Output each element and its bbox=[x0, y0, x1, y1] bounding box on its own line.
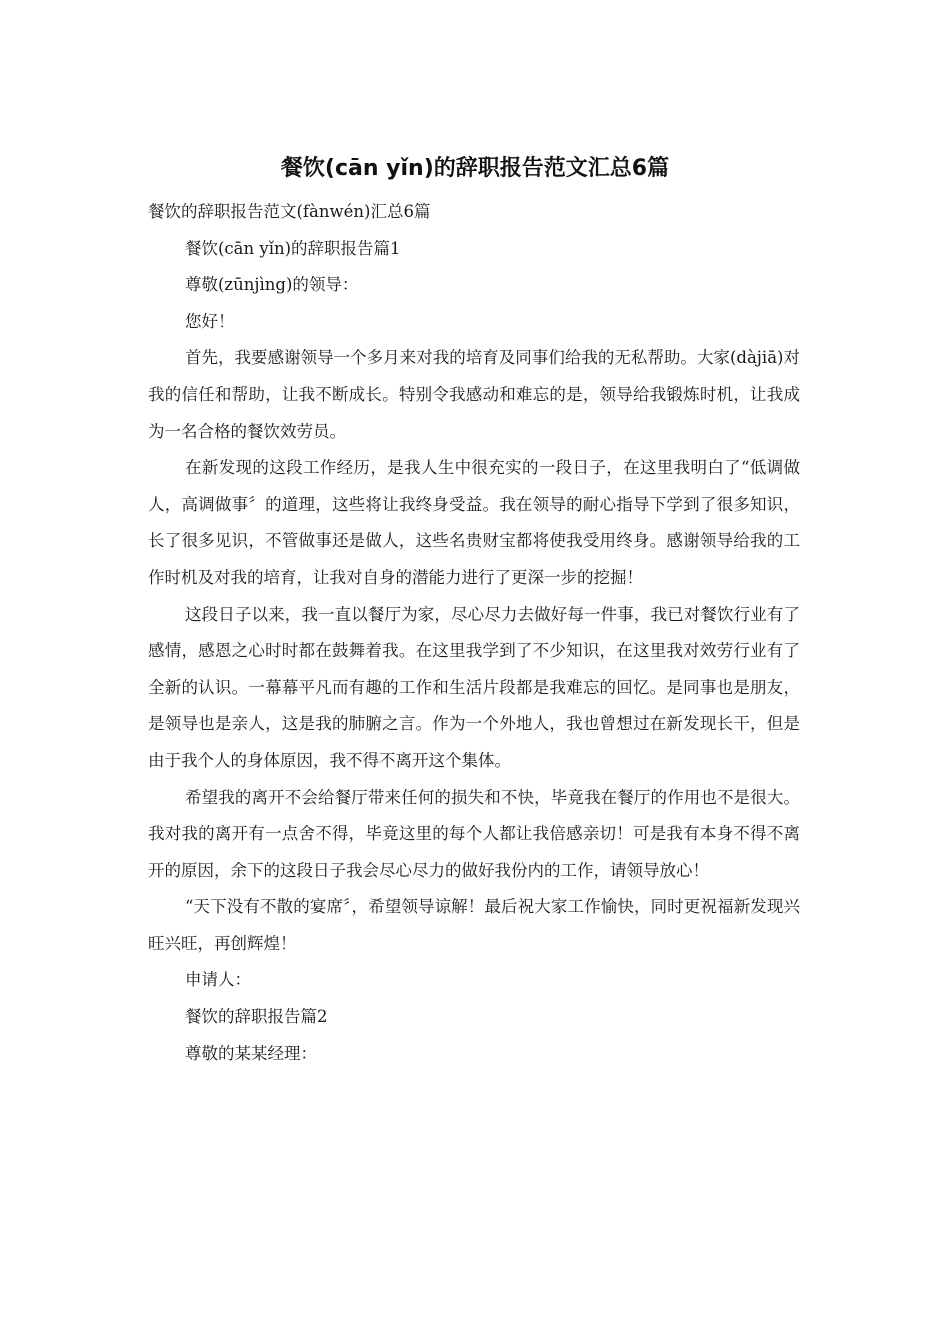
paragraph-closing: “天下没有不散的宴席〞，希望领导谅解！最后祝大家工作愉快，同时更祝福新发现兴旺兴旺，再创辉煌！ bbox=[148, 897, 800, 953]
subtitle-line: 餐饮的辞职报告范文(fànwén)汇总6篇 bbox=[148, 202, 431, 221]
applicant-line: 申请人： bbox=[185, 970, 251, 990]
greeting: 您好！ bbox=[185, 311, 235, 331]
document-body bbox=[148, 194, 800, 1072]
paragraph-reason: 这段日子以来，我一直以餐厅为家，尽心尽力去做好每一件事，我已对餐饮行业有了感情，感恩之心时时都在鼓舞着我。在这里我学到了不少知识，在这里我对效劳行业有了全新的认识。一幕幕平凡而有趣的工作和生活片段都是我难忘的回忆。是同事也是朋友，是领导也是亲人，这是我的肺腑之言。作为一个外地人，我也曾想过在新发现长干，但是由于我个人的身体原因，我不得不离开这个集体。 bbox=[148, 604, 800, 770]
document-title: 餐饮(cān yǐn)的辞职报告范文汇总6篇 bbox=[280, 156, 670, 181]
salutation-2: 尊敬的某某经理： bbox=[185, 1043, 317, 1063]
section-heading-1: 餐饮(cān yǐn)的辞职报告篇1 bbox=[185, 238, 401, 258]
salutation: 尊敬(zūnjìng)的领导： bbox=[185, 275, 359, 295]
paragraph-experience: 在新发现的这段工作经历，是我人生中很充实的一段日子，在这里我明白了“低调做人，高调做事〞的道理，这些将让我终身受益。我在领导的耐心指导下学到了很多知识，长了很多见识，不管做事还是做人，这些名贵财宝都将使我受用终身。感谢领导给我的工作时机及对我的培育，让我对自身的潜能力进行了更深一步的挖掘！ bbox=[148, 458, 800, 587]
section-heading-2: 餐饮的辞职报告篇2 bbox=[185, 1007, 328, 1027]
paragraph-thanks: 首先，我要感谢领导一个多月来对我的培育及同事们给我的无私帮助。大家(dàjiā)对我的信任和帮助，让我不断成长。特别令我感动和难忘的是，领导给我锻炼时机，让我成为一名合格的餐饮效劳员。 bbox=[148, 348, 800, 441]
paragraph-hope: 希望我的离开不会给餐厅带来任何的损失和不快，毕竟我在餐厅的作用也不是很大。我对我的离开有一点舍不得，毕竟这里的每个人都让我倍感亲切！可是我有本身不得不离开的原因，余下的这段日子我会尽心尽力的做好我份内的工作，请领导放心！ bbox=[148, 787, 800, 880]
